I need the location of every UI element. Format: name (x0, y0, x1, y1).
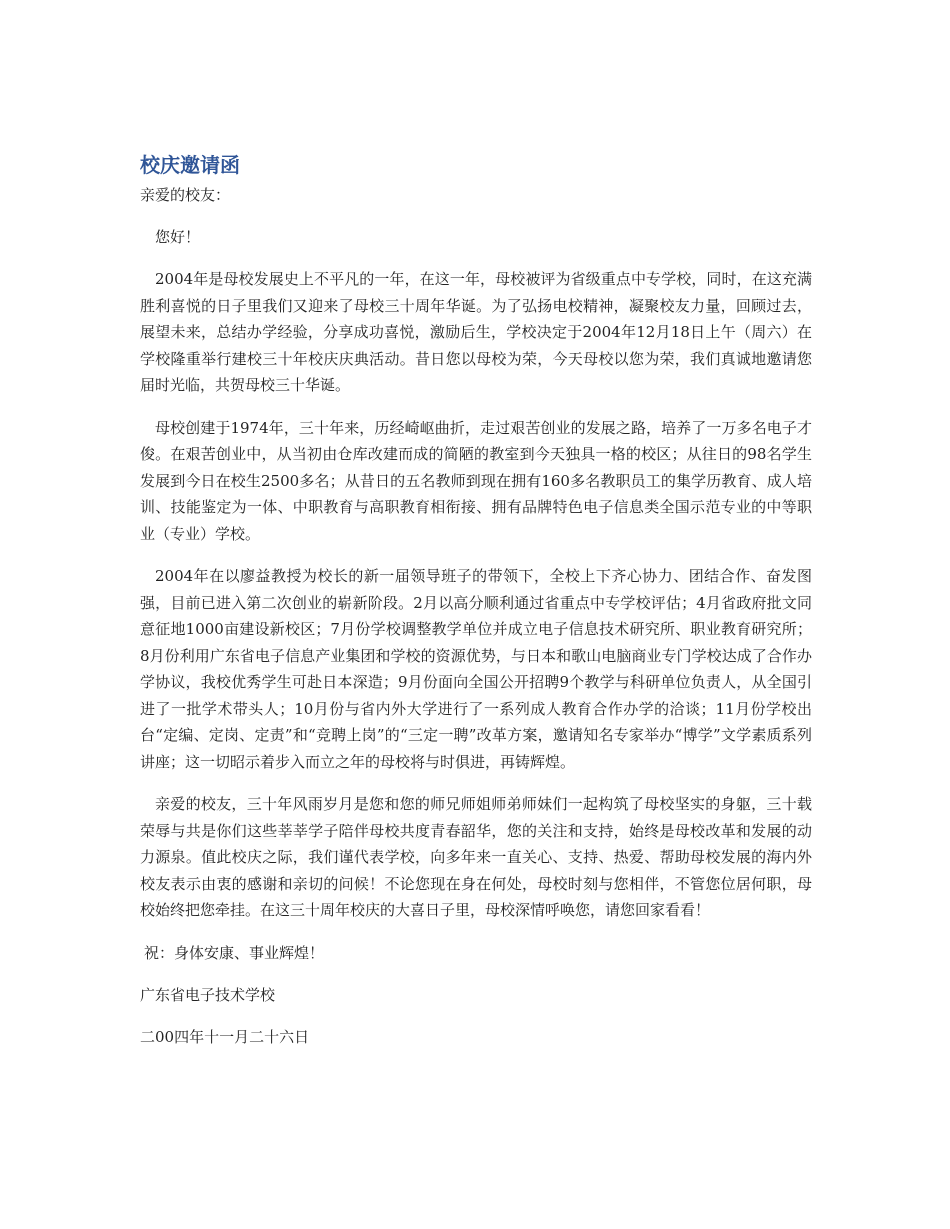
paragraph-invitation: 亲爱的校友，三十年风雨岁月是您和您的师兄师姐师弟师妹们一起构筑了母校坚实的身躯，三十载荣辱与共是你们这些莘莘学子陪伴母校共度青春韶华，您的关注和支持，始终是母校改革和发展的动力源泉。值此校庆之际，我们谨代表学校，向多年来一直关心、支持、热爱、帮助母校发展的海内外校友表示由衷的感谢和亲切的问候！不论您现在身在何处，母校时刻与您相伴，不管您位居何职，母校始终把您牵挂。在这三十周年校庆的大喜日子里，母校深情呼唤您，请您回家看看！ (140, 795, 812, 919)
paragraph-2004-achievements: 2004年在以廖益教授为校长的新一届领导班子的带领下，全校上下齐心协力、团结合作、奋发图强，目前已进入第二次创业的崭新阶段。2月以高分顺利通过省重点中专学校评估；4月省政府批文同意征地1000亩建设新校区；7月份学校调整教学单位并成立电子信息技术研究所、职业教育研究所；8月份利用广东省电子信息产业集团和学校的资源优势，与日本和歌山电脑商业专门学校达成了合作办学协议，我校优秀学生可赴日本深造；9月份面向全国公开招聘9个教学与科研单位负责人，从全国引进了一批学术带头人；10月份与省内外大学进行了一系列成人教育合作办学的洽谈；11月份学校出台“定编、定岗、定责”和“竞聘上岗”的“三定一聘”改革方案，邀请知名专家举办“博学”文学素质系列讲座；这一切昭示着步入而立之年的母校将与时俱进，再铸辉煌。 (140, 567, 812, 771)
signature: 广东省电子技术学校 (140, 985, 276, 1004)
letter-page (140, 150, 812, 1050)
greeting: 您好！ (155, 228, 201, 246)
paragraph-anniversary: 2004年是母校发展史上不平凡的一年，在这一年，母校被评为省级重点中专学校，同时，在这充满胜利喜悦的日子里我们又迎来了母校三十周年华诞。为了弘扬电校精神，凝聚校友力量，回顾过去，展望未来，总结办学经验，分享成功喜悦，激励后生，学校决定于2004年12月18日上午（周六）在学校隆重举行建校三十年校庆庆典活动。昔日您以母校为荣，今天母校以您为荣，我们真诚地邀请您届时光临，共贺母校三十华诞。 (140, 270, 812, 394)
closing-wish: 祝：身体安康、事业辉煌！ (144, 943, 325, 962)
salutation: 亲爱的校友： (140, 186, 231, 204)
paragraph-history: 母校创建于1974年，三十年来，历经崎岖曲折，走过艰苦创业的发展之路，培养了一万多名电子才俊。在艰苦创业中，从当初由仓库改建而成的简陋的教室到今天独具一格的校区；从往日的98名学生发展到今日在校生2500多名；从昔日的五名教师到现在拥有160多名教职员工的集学历教育、成人培训、技能鉴定为一体、中职教育与高职教育相衔接、拥有品牌特色电子信息类全国示范专业的中等职业（专业）学校。 (140, 418, 812, 543)
letter-date: 二00四年十一月二十六日 (140, 1027, 310, 1046)
letter-title: 校庆邀请函 (140, 153, 240, 177)
